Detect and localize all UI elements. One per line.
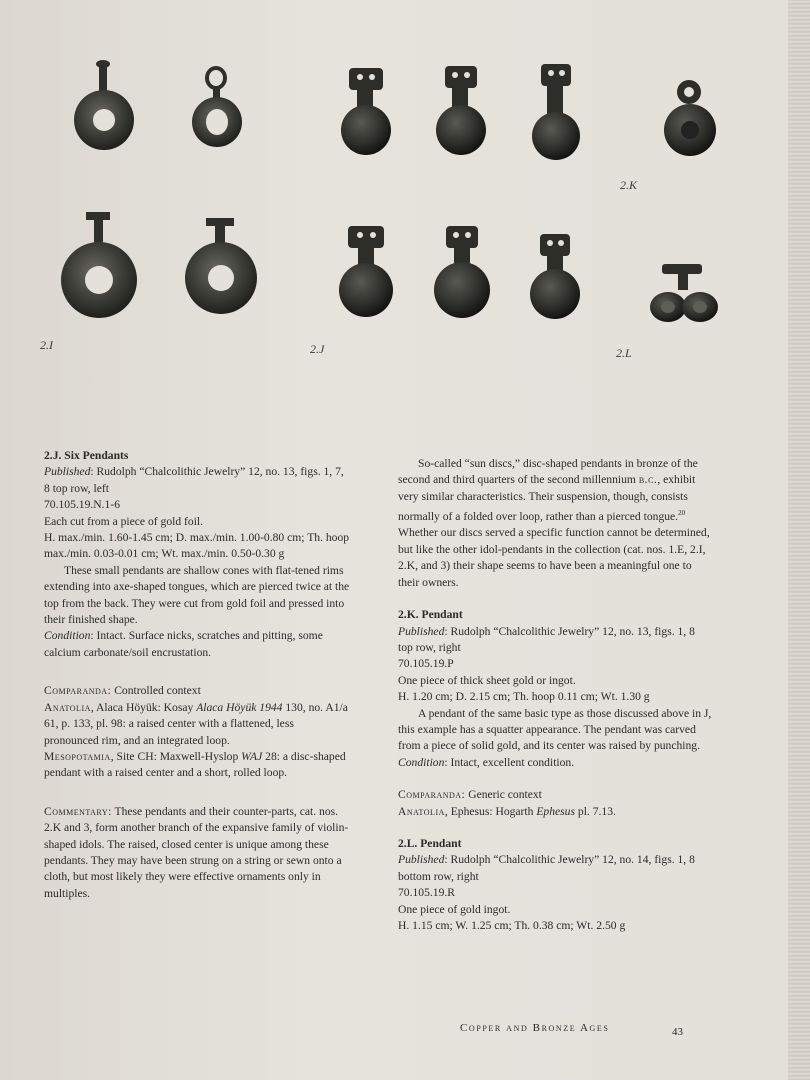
l-published-line: Published: Rudolph “Chalcolithic Jewelry” 12, no. 14, figs. 1, 8 bottom row, right <box>398 853 695 883</box>
figure-label-2l: 2.L <box>616 346 632 360</box>
comparanda-heading: Comparanda: Controlled context <box>44 684 201 698</box>
k-dimensions: H. 1.20 cm; D. 2.15 cm; Th. hoop 0.11 cm; Wt. 1.30 g <box>398 690 650 704</box>
commentary: Commentary: These pendants and their counter-parts, cat. nos. 2.K and 3, form another branch of the expansive family of violin-shaped idols. The raised, closed center is unique among these pendants. They may have been strung on a string or sewn onto a cloth, but most likely they were effective ornaments only in multiples. <box>44 804 349 900</box>
k-accession-number: 70.105.19.P <box>398 657 454 671</box>
pendant-2i-large-left <box>61 212 137 318</box>
footnote-ref: 20 <box>678 509 686 518</box>
figure-label-2k: 2.K <box>620 178 638 192</box>
k-material-description: One piece of thick sheet gold or ingot. <box>398 673 576 687</box>
dimensions: H. max./min. 1.60-1.45 cm; D. max./min. 1.00-0.80 cm; Th. hoop max./min. 0.03-0.01 cm; Wt. max./min. 0.50-0.30 g <box>44 531 350 561</box>
pendant-2j-6 <box>530 234 580 319</box>
pendant-2i-small-top <box>192 68 242 147</box>
l-material-description: One piece of gold ingot. <box>398 902 511 916</box>
body-paragraph: These small pendants are shallow cones with flat-tened rims extending into axe-shaped tongues, which are pierced twice at the top from the back. They were cut from gold foil and pressed into their finished shape. <box>44 563 350 627</box>
k-condition-line: Condition: Intact, excellent condition. <box>398 755 575 769</box>
k-published-line: Published: Rudolph “Chalcolithic Jewelry” 12, no. 13, figs. 1, 8 top row, right <box>398 624 695 654</box>
published-line: Published: Rudolph “Chalcolithic Jewelry” 12, no. 13, figs. 1, 7, 8 top row, left <box>44 465 344 495</box>
page-number: 43 <box>672 1026 683 1038</box>
material-description: Each cut from a piece of gold foil. <box>44 514 204 528</box>
condition-line: Condition: Intact. Surface nicks, scratches and pitting, some calcium carbonate/soil encrustation. <box>44 629 323 659</box>
pendant-2l <box>650 264 718 322</box>
k-body-paragraph: A pendant of the same basic type as those discussed above in J, this example has a squatter appearance. The pendant was carved from a piece of solid gold, and its center was raised by punching. <box>398 706 712 753</box>
k-comparanda-heading: Comparanda: Generic context <box>398 788 542 802</box>
pendant-2j-4 <box>339 226 393 317</box>
running-head: Copper and Bronze Ages <box>460 1022 610 1034</box>
accession-number: 70.105.19.N.1-6 <box>44 498 120 512</box>
pendant-2i-top <box>74 60 134 150</box>
pendant-2j-2 <box>436 66 486 155</box>
figure-label-2i: 2.I <box>40 338 53 352</box>
comparanda-anatolia: Anatolia, Alaca Höyük: Kosay Alaca Höyük 1944 130, no. A1/a 61, p. 133, pl. 98: a raised center with a flattened, less pronounced rim, and an integrated loop. <box>44 700 348 747</box>
page-edge <box>788 0 810 1080</box>
entry-title-2j: 2.J. Six Pendants <box>44 449 129 462</box>
pendant-2i-large-right <box>185 218 257 314</box>
pendant-2j-3 <box>532 64 580 160</box>
k-comparanda-anatolia: Anatolia, Ephesus: Hogarth Ephesus pl. 7.13. <box>398 804 616 818</box>
pendant-photographs <box>0 0 790 380</box>
figure-label-2j: 2.J <box>310 342 325 356</box>
pendant-2k <box>664 80 716 156</box>
intro-paragraph: So-called “sun discs,” disc-shaped pendants in bronze of the second and third quarters of the second millennium b.c., exhibit very similar characteristics. Their suspension, though, consists normally of a folded over loop, rather than a pierced tongue.$^{20}$ Whether our discs served a specific function cannot be determined, but like the other idol-pendants in the collection (cat. nos. 1.E, 2.I, 2.K, and 3) their shape seems to have been a meaningful one to their owners. <box>398 457 710 589</box>
left-column <box>44 448 350 902</box>
l-dimensions: H. 1.15 cm; W. 1.25 cm; Th. 0.38 cm; Wt. 2.50 g <box>398 919 626 933</box>
pendant-2j-1 <box>341 68 391 155</box>
pendant-2j-5 <box>434 226 490 318</box>
entry-title-2k: 2.K. Pendant <box>398 608 463 622</box>
right-column <box>398 456 712 934</box>
l-accession-number: 70.105.19.R <box>398 886 456 900</box>
entry-title-2l: 2.L. Pendant <box>398 836 462 850</box>
comparanda-mesopotamia: Mesopotamia, Site CH: Maxwell-Hyslop WAJ 28: a disc-shaped pendant with a raised center and a short, rolled loop. <box>44 749 346 780</box>
